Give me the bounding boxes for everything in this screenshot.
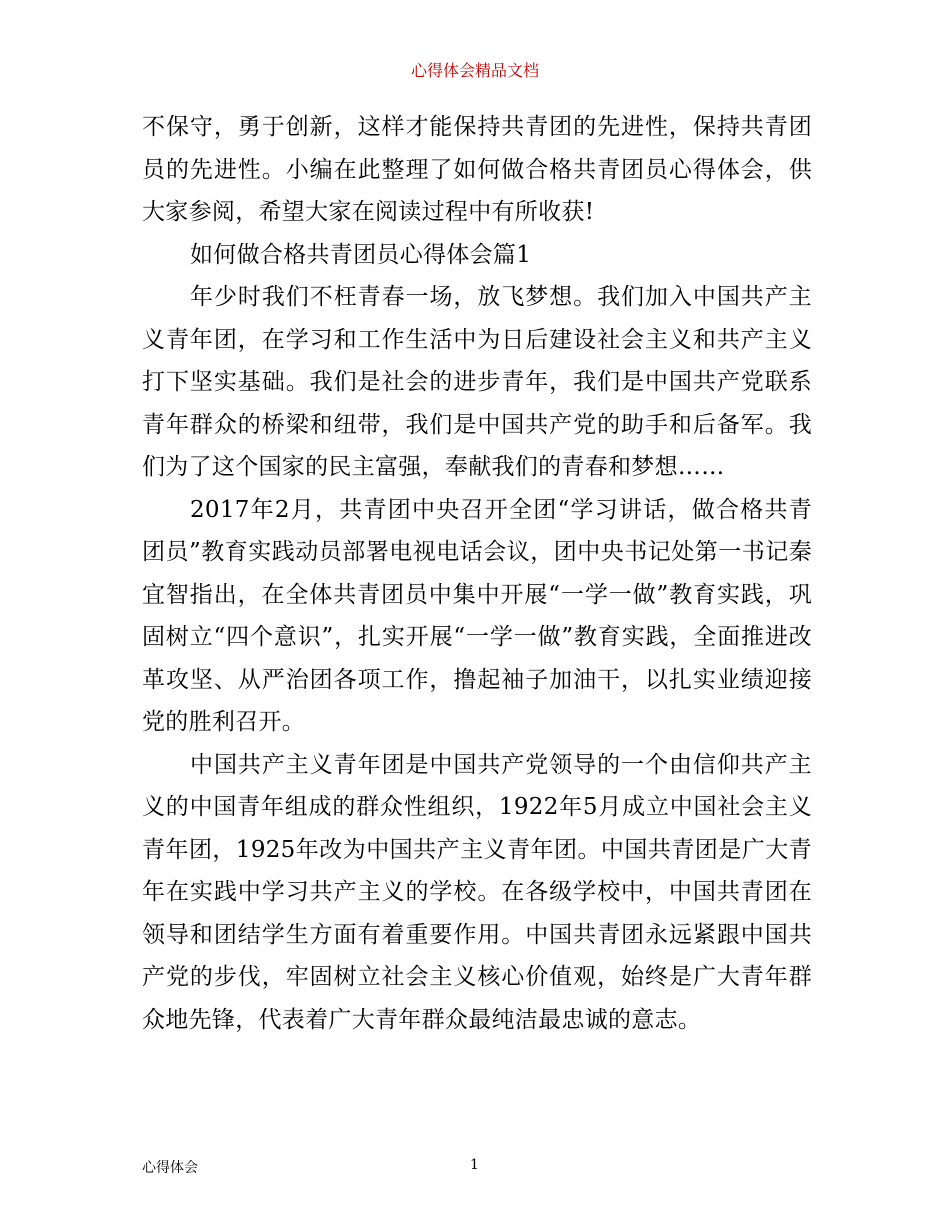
- footer-label: 心得体会: [142, 1160, 198, 1176]
- document-body: [142, 106, 812, 1041]
- body-paragraph-1: 年少时我们不枉青春一场，放飞梦想。我们加入中国共产主义青年团，在学习和工作生活中为日后建设社会主义和共产主义打下坚实基础。我们是社会的进步青年，我们是中国共产党联系青年群众的桥梁和纽带，我们是中国共产党的助手和后备军。我们为了这个国家的民主富强，奉献我们的青春和梦想……: [142, 284, 812, 480]
- document-header-title: 心得体会精品文档: [410, 61, 539, 80]
- body-paragraph-2: 2017年2月，共青团中央召开全团“学习讲话，做合格共青团员”教育实践动员部署电视电话会议，团中央书记处第一书记秦宜智指出，在全体共青团员中集中开展“一学一做”教育实践，巩固树立“四个意识”，扎实开展“一学一做”教育实践，全面推进改革攻坚、从严治团各项工作，撸起袖子加油干，以扎实业绩迎接党的胜利召开。: [142, 496, 812, 735]
- page-number: 1: [470, 1157, 479, 1173]
- intro-paragraph: 不保守，勇于创新，这样才能保持共青团的先进性，保持共青团员的先进性。小编在此整理了如何做合格共青团员心得体会，供大家参阅，希望大家在阅读过程中有所收获!: [142, 114, 812, 225]
- section-heading: 如何做合格共青团员心得体会篇1: [190, 241, 532, 268]
- body-paragraph-3: 中国共产主义青年团是中国共产党领导的一个由信仰共产主义的中国青年组成的群众性组织，1922年5月成立中国社会主义青年团，1925年改为中国共产主义青年团。中国共青团是广大青年在实践中学习共产主义的学校。在各级学校中，中国共青团在领导和团结学生方面有着重要作用。中国共青团永远紧跟中国共产党的步伐，牢固树立社会主义核心价值观，始终是广大青年群众地先锋，代表着广大青年群众最纯洁最忠诚的意志。: [142, 751, 812, 1033]
